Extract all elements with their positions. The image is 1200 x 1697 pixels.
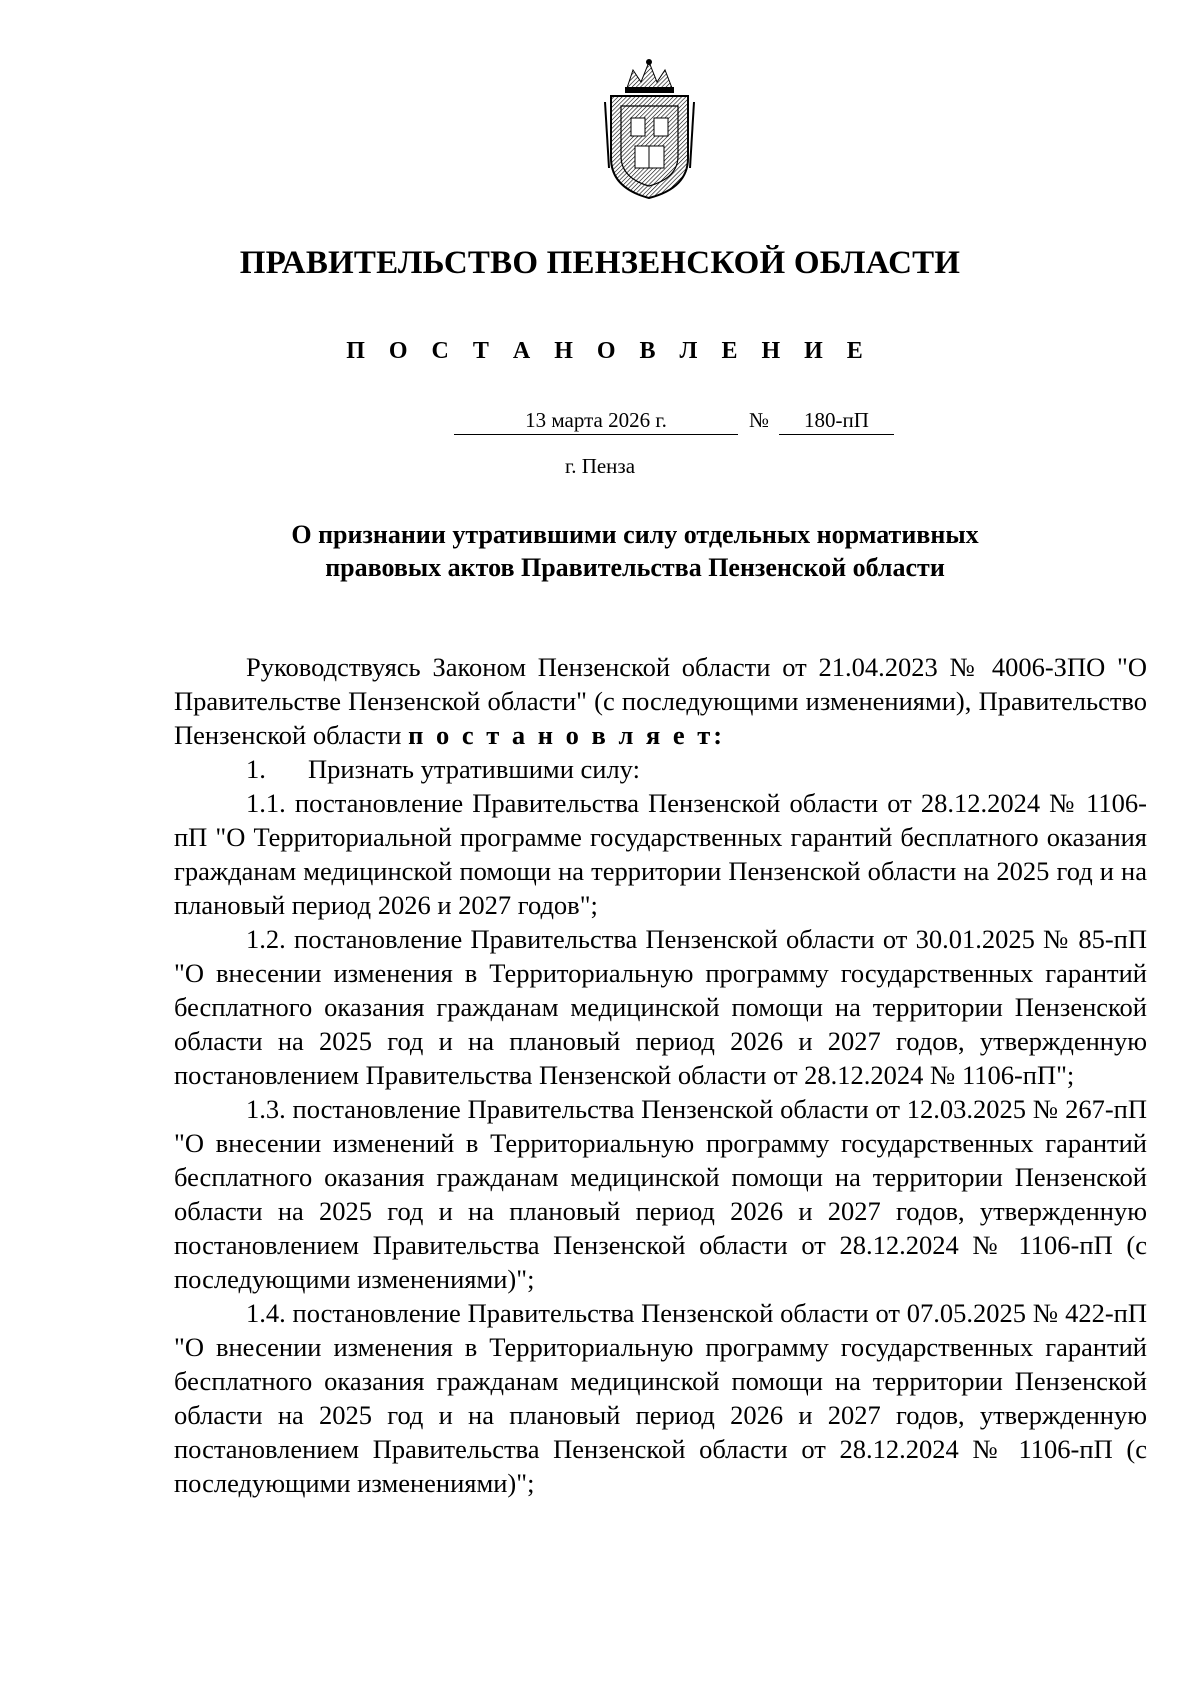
coat-of-arms-emblem: [597, 58, 702, 200]
subclause-1-1: 1.1. постановление Правительства Пензенской области от 28.12.2024 № 1106-пП "О Территориальной программе государственных гарантий бесплатного оказания гражданам медицинской помощи на территории Пензенской области на 2025 год и на плановый период 2026 и 2027 годов";: [174, 788, 1147, 920]
penza-coat-of-arms-icon: [597, 58, 702, 200]
subclause-1-3: 1.3. постановление Правительства Пензенской области от 12.03.2025 № 267-пП "О внесении изменений в Территориальную программу государственных гарантий бесплатного оказания гражданам медицинской помощи на территории Пензенской области на 2025 год и на плановый период 2026 и 2027 годов, утвержденную постановлением Правительства Пензенской области от 28.12.2024 № 1106-пП (с последующими изменениями)";: [174, 1094, 1147, 1294]
clause-1-number: 1.: [246, 754, 266, 784]
preamble-paragraph: [174, 650, 1147, 752]
subclause-1-4: 1.4. постановление Правительства Пензенской области от 07.05.2025 № 422-пП "О внесении изменения в Территориальную программу государственных гарантий бесплатного оказания гражданам медицинской помощи на территории Пензенской области на 2025 год и на плановый период 2026 и 2027 годов, утвержденную постановлением Правительства Пензенской области от 28.12.2024 № 1106-пП (с последующими изменениями)";: [174, 1298, 1147, 1498]
subject-line-2: правовых актов Правительства Пензенской области: [325, 553, 945, 582]
clause-1: [174, 752, 1147, 786]
subclause-1-2: 1.2. постановление Правительства Пензенской области от 30.01.2025 № 85-пП "О внесении изменения в Территориальную программу государственных гарантий бесплатного оказания гражданам медицинской помощи на территории Пензенской области на 2025 год и на плановый период 2026 и 2027 годов, утвержденную постановлением Правительства Пензенской области от 28.12.2024 № 1106-пП";: [174, 924, 1147, 1090]
date-number-line: [0, 408, 1200, 444]
document-date: 13 марта 2026 г.: [454, 408, 738, 435]
document-number: 180-пП: [779, 408, 894, 435]
subject-line-1: О признании утратившими силу отдельных нормативных: [291, 520, 979, 549]
resolves-verb: п о с т а н о в л я е т:: [408, 720, 726, 750]
number-sign: №: [749, 408, 770, 432]
preamble-text: Руководствуясь Законом Пензенской области от 21.04.2023 № 4006-ЗПО "О Правительстве Пензенской области" (с последующими изменениями), Правительство Пензенской области: [174, 652, 1147, 750]
city: г. Пенза: [564, 454, 636, 478]
document-body: [174, 650, 1147, 1500]
government-title: ПРАВИТЕЛЬСТВО ПЕНЗЕНСКОЙ ОБЛАСТИ: [239, 245, 961, 281]
document-type: П О С Т А Н О В Л Е Н И Е: [346, 338, 872, 364]
document-subject: [200, 518, 1070, 584]
clause-1-text: Признать утратившими силу:: [308, 754, 640, 784]
